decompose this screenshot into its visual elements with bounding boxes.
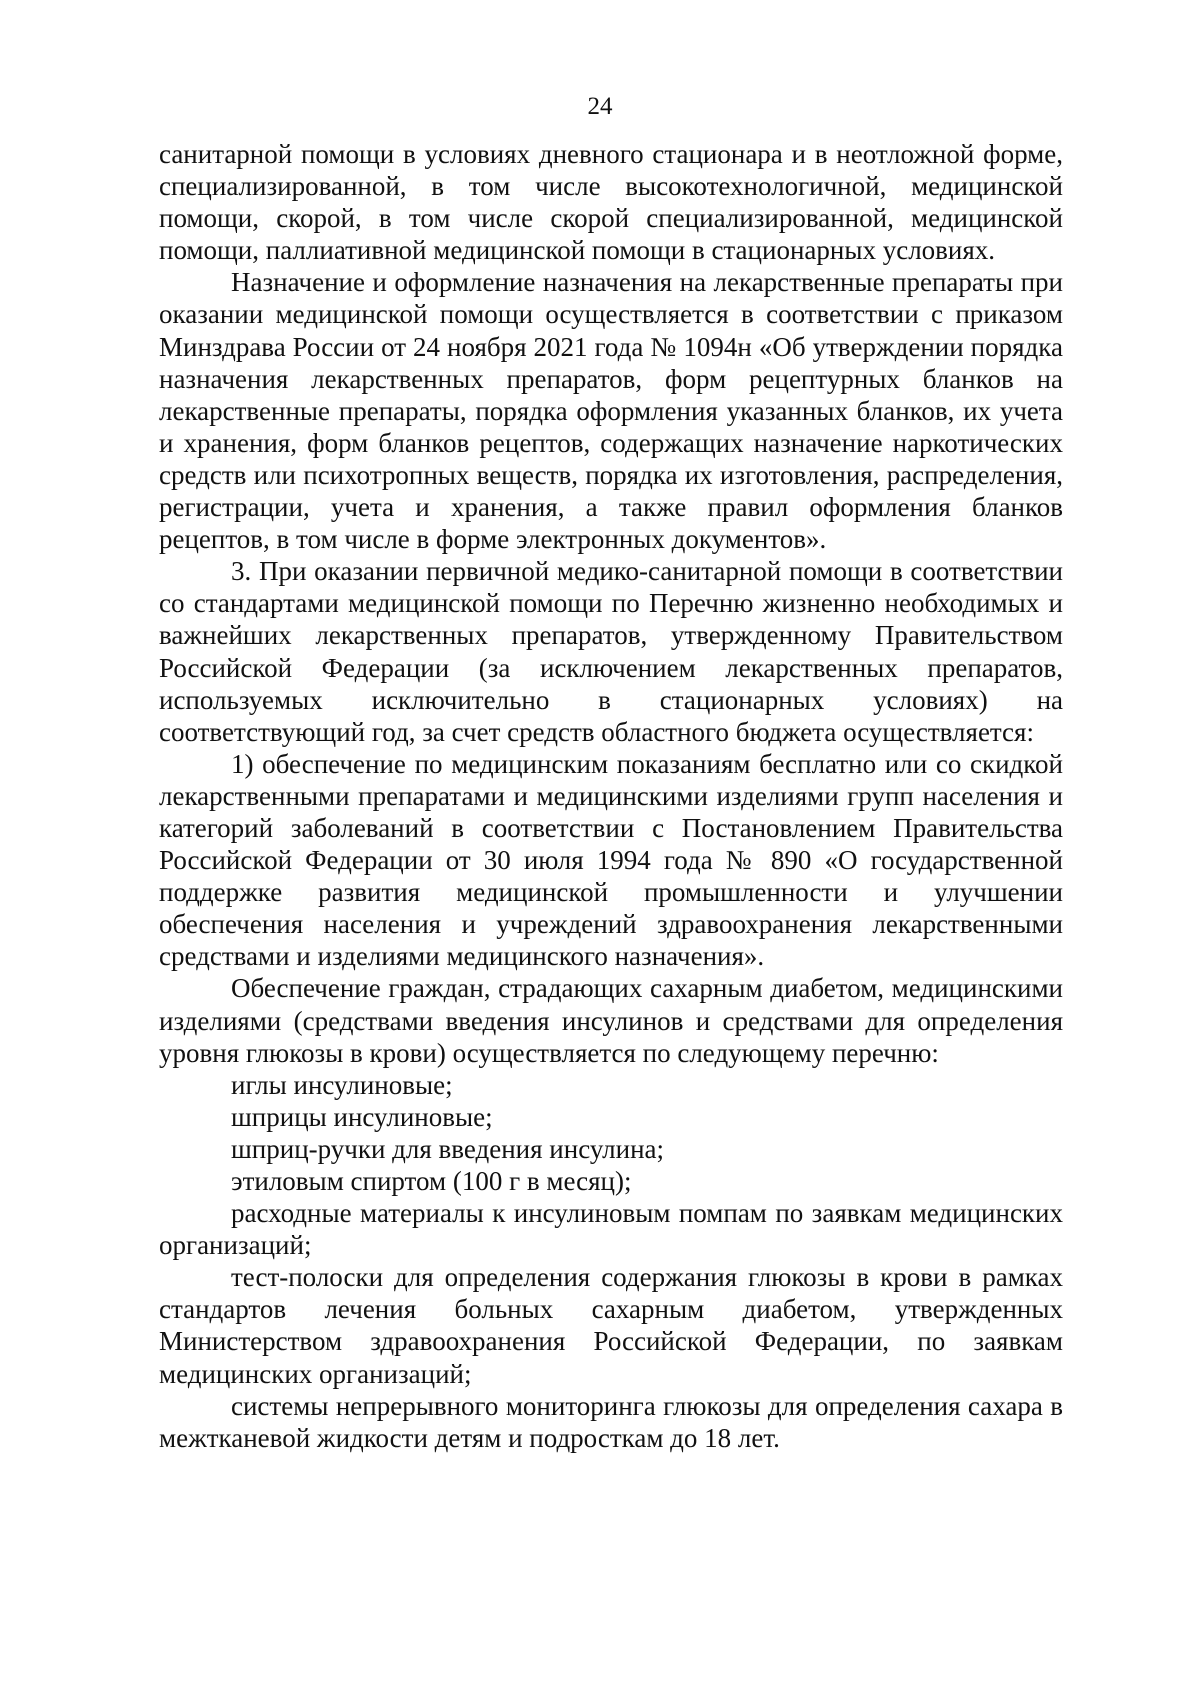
paragraph-diabetes-provision: Обеспечение граждан, страдающих сахарным диабетом, медицинскими изделиями (средствами введения инсулинов и средствами для определения уровня глюкозы в крови) осуществляется по следующему перечню:	[159, 973, 1063, 1068]
list-item-glucose-monitoring: системы непрерывного мониторинга глюкозы для определения сахара в межтканевой жидкости детям и подросткам до 18 лет.	[159, 1390, 1063, 1453]
list-item-syringe-pens: шприц-ручки для введения инсулина;	[231, 1133, 665, 1164]
page-number: 24	[587, 93, 613, 120]
list-item-insulin-needles: иглы инсулиновые;	[231, 1069, 453, 1100]
paragraph-prescription-order: Назначение и оформление назначения на лекарственные препараты при оказании медицинской помощи осуществляется в соответствии с приказом Минздрава России от 24 ноября 2021 года № 1094н «Об утверждении порядка назначения лекарственных препаратов, форм рецептурных бланков на лекарственные препараты, порядка оформления указанных бланков, их учета и хранения, форм бланков рецептов, содержащих назначение наркотических средств или психотропных веществ, порядка их изготовления, распределения, регистрации, учета и хранения, а также правил оформления бланков рецептов, в том числе в форме электронных документов».	[159, 267, 1063, 555]
list-item-insulin-syringes: шприцы инсулиновые;	[231, 1101, 493, 1132]
paragraph-medical-care-types: санитарной помощи в условиях дневного стационара и в неотложной форме, специализированной, в том числе высокотехнологичной, медицинской помощи, скорой, в том числе скорой специализированной, медицинской помощи, паллиативной медицинской помощи в стационарных условиях.	[159, 139, 1063, 266]
list-item-pump-supplies: расходные материалы к инсулиновым помпам по заявкам медицинских организаций;	[159, 1198, 1063, 1261]
paragraph-item-3-primary-care: 3. При оказании первичной медико-санитарной помощи в соответствии со стандартами медицинской помощи по Перечню жизненно необходимых и важнейших лекарственных препаратов, утвержденному Правительством Российской Федерации (за исключением лекарственных препаратов, используемых исключительно в стационарных условиях) на соответствующий год, за счет средств областного бюджета осуществляется:	[159, 556, 1063, 747]
list-item-test-strips: тест-полоски для определения содержания глюкозы в крови в рамках стандартов лечения больных сахарным диабетом, утвержденных Министерством здравоохранения Российской Федерации, по заявкам медицинских организаций;	[159, 1262, 1063, 1389]
document-body	[159, 138, 1063, 1454]
paragraph-subitem-1-provision: 1) обеспечение по медицинским показаниям бесплатно или со скидкой лекарственными препаратами и медицинскими изделиями групп населения и категорий заболеваний в соответствии с Постановлением Правительства Российской Федерации от 30 июля 1994 года № 890 «О государственной поддержке развития медицинской промышленности и улучшении обеспечения населения и учреждений здравоохранения лекарственными средствами и изделиями медицинского назначения».	[159, 748, 1063, 972]
list-item-ethyl-alcohol: этиловым спиртом (100 г в месяц);	[231, 1166, 632, 1196]
